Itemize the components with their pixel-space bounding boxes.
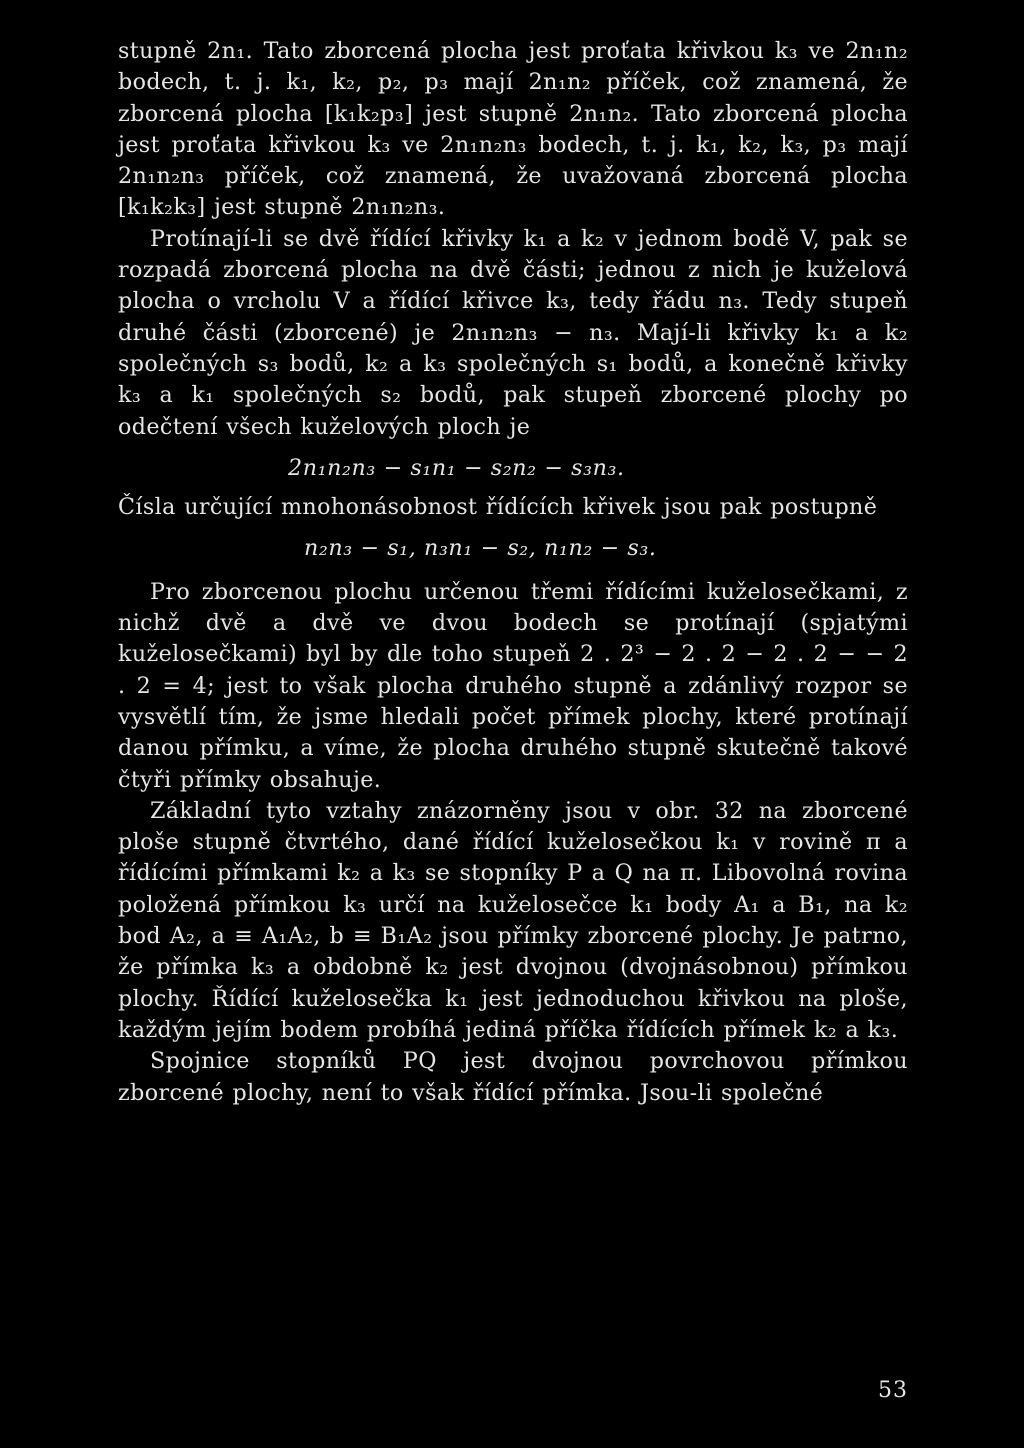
formula-degree: 2n₁n₂n₃ − s₁n₁ − s₂n₂ − s₃n₃.	[288, 454, 625, 481]
paragraph-6: Spojnice stopníků PQ jest dvojnou povrchovou přímkou zborcené plochy, není to však řídící přímka. Jsou-li společné	[118, 1048, 908, 1106]
paragraph-4: Pro zborcenou plochu určenou třemi řídícími kuželosečkami, z nichž dvě a dvě ve dvou bodech se protínají (spjatými kuželosečkami) byl by dle toho stupeň 2 . 2³ − 2 . 2 − 2 . 2 − − 2 . 2 = 4; jest to však plocha druhého stupně a zdánlivý rozpor se vysvětlí tím, že jsme hledali počet přímek plochy, které protínají danou přímku, a víme, že plocha druhého stupně skutečně takové čtyři přímky obsahuje.	[118, 578, 908, 793]
paragraph-1: stupně 2n₁. Tato zborcená plocha jest proťata křivkou k₃ ve 2n₁n₂ bodech, t. j. k₁, k₂, p₂, p₃ mají 2n₁n₂ příček, což znamená, že zborcená plocha [k₁k₂p₃] jest stupně 2n₁n₂. Tato zborcená plocha jest proťata křivkou k₃ ve 2n₁n₂n₃ bodech, t. j. k₁, k₂, k₃, p₃ mají 2n₁n₂n₃ příček, což znamená, že uvažovaná zborcená plocha [k₁k₂k₃] jest stupně 2n₁n₂n₃.	[118, 38, 908, 221]
page-number: 53	[878, 1378, 908, 1403]
paragraph-2: Protínají-li se dvě řídící křivky k₁ a k₂ v jednom bodě V, pak se rozpadá zborcená plocha na dvě části; jednou z nich je kuželová plocha o vrcholu V a řídící křivce k₃, tedy řádu n₃. Tedy stupeň druhé části (zborcené) je 2n₁n₂n₃ − n₃. Mají-li křivky k₁ a k₂ společných s₃ bodů, k₂ a k₃ společných s₁ bodů, a konečně křivky k₃ a k₁ společných s₂ bodů, pak stupeň zborcené plochy po odečtení všech kuželových ploch je	[118, 225, 908, 440]
paragraph-5: Základní tyto vztahy znázorněny jsou v obr. 32 na zborcené ploše stupně čtvrtého, dané řídící kuželosečkou k₁ v rovině π a řídícími přímkami k₂ a k₃ se stopníky P a Q na π. Libovolná rovina položená přímkou k₃ určí na kuželosečce k₁ body A₁ a B₁, na k₂ bod A₂, a ≡ A₁A₂, b ≡ B₁A₂ jsou přímky zborcené plochy. Je patrno, že přímka k₃ a obdobně k₂ jest dvojnou (dvojnásobnou) přímkou plochy. Řídící kuželosečka k₁ jest jednoduchou křivkou na ploše, každým jejím bodem probíhá jediná příčka řídících přímek k₂ a k₃.	[118, 797, 908, 1043]
formula-multiplicity: n₂n₃ − s₁, n₃n₁ − s₂, n₁n₂ − s₃.	[304, 535, 657, 562]
page	[118, 36, 908, 1416]
paragraph-3: Čísla určující mnohonásobnost řídících křivek jsou pak postupně	[118, 494, 878, 521]
